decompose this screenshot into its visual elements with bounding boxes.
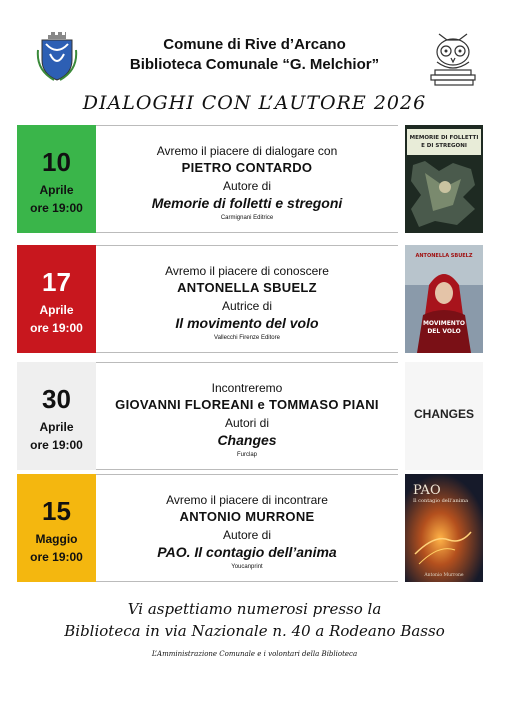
book-cover: [405, 362, 483, 470]
footer-signature: L’Amministrazione Comunale e i volontari della Biblioteca: [151, 650, 358, 658]
event-intro: Avremo il piacere di dialogare con: [156, 144, 338, 158]
publisher-name: Carmignani Editrice: [220, 215, 274, 221]
date-box: [17, 125, 96, 233]
event-info: [96, 245, 398, 353]
book-title: Il movimento del volo: [175, 315, 319, 331]
page-title: DIALOGHI CON L’AUTORE 2026: [82, 92, 427, 114]
event-time: ore 19:00: [30, 201, 83, 215]
municipality-name: Comune di Rive d’Arcano: [163, 36, 346, 53]
book-title: Memorie di folletti e stregoni: [151, 195, 343, 211]
svg-text:ANTONELLA SBUELZ: ANTONELLA SBUELZ: [415, 253, 473, 259]
event-month: Aprile: [39, 420, 74, 434]
event-month: Aprile: [39, 183, 74, 197]
event-day: 15: [42, 496, 71, 526]
book-cover: [405, 125, 483, 233]
event-row: [17, 245, 483, 353]
svg-text:Il contagio dell’anima: Il contagio dell’anima: [413, 498, 469, 504]
event-time: ore 19:00: [30, 550, 83, 564]
owl-reading-books-icon: [425, 28, 481, 88]
author-name: ANTONIO MURRONE: [179, 509, 315, 524]
author-name: GIOVANNI FLOREANI e TOMMASO PIANI: [115, 397, 379, 412]
author-role: Autori di: [224, 416, 270, 430]
event-time: ore 19:00: [30, 321, 83, 335]
author-role: Autore di: [222, 528, 272, 542]
publisher-name: Youcanprint: [231, 564, 263, 570]
event-row: [17, 474, 483, 582]
svg-text:MEMORIE DI FOLLETTI: MEMORIE DI FOLLETTI: [409, 135, 479, 141]
event-intro: Incontreremo: [211, 381, 283, 395]
date-box: [17, 245, 96, 353]
svg-text:PAO: PAO: [413, 483, 441, 498]
event-month: Maggio: [35, 532, 78, 546]
author-role: Autore di: [222, 179, 272, 193]
book-title: PAO. Il contagio dell’anima: [157, 544, 337, 560]
book-cover: [405, 474, 483, 582]
svg-text:CHANGES: CHANGES: [413, 407, 475, 421]
svg-text:MOVIMENTO: MOVIMENTO: [422, 320, 466, 327]
event-time: ore 19:00: [30, 438, 83, 452]
svg-text:DEL VOLO: DEL VOLO: [427, 328, 461, 335]
book-cover: [405, 245, 483, 353]
event-row: [17, 125, 483, 233]
event-day: 17: [42, 267, 71, 297]
publisher-name: Vallecchi Firenze Editore: [214, 335, 280, 341]
event-intro: Avremo il piacere di incontrare: [166, 493, 328, 507]
event-info: [96, 362, 398, 470]
date-box: [17, 362, 96, 470]
event-info: [96, 125, 398, 233]
svg-text:Antonio Murrone: Antonio Murrone: [424, 573, 464, 578]
event-day: 30: [42, 384, 71, 414]
footer-address: Biblioteca in via Nazionale n. 40 a Rodeano Basso: [64, 622, 445, 640]
footer-invitation: Vi aspettiamo numerosi presso la: [127, 600, 382, 618]
poster-header: [0, 0, 509, 114]
author-role: Autrice di: [221, 299, 273, 313]
author-name: PIETRO CONTARDO: [181, 160, 313, 175]
event-info: [96, 474, 398, 582]
event-intro: Avremo il piacere di conoscere: [165, 264, 329, 278]
publisher-name: Furclap: [236, 452, 257, 458]
event-month: Aprile: [39, 303, 74, 317]
library-name: Biblioteca Comunale “G. Melchior”: [129, 56, 380, 73]
svg-text:E DI STREGONI: E DI STREGONI: [421, 143, 467, 149]
event-day: 10: [42, 147, 71, 177]
event-row: [17, 362, 483, 470]
book-title: Changes: [217, 432, 277, 448]
date-box: [17, 474, 96, 582]
author-name: ANTONELLA SBUELZ: [177, 280, 317, 295]
